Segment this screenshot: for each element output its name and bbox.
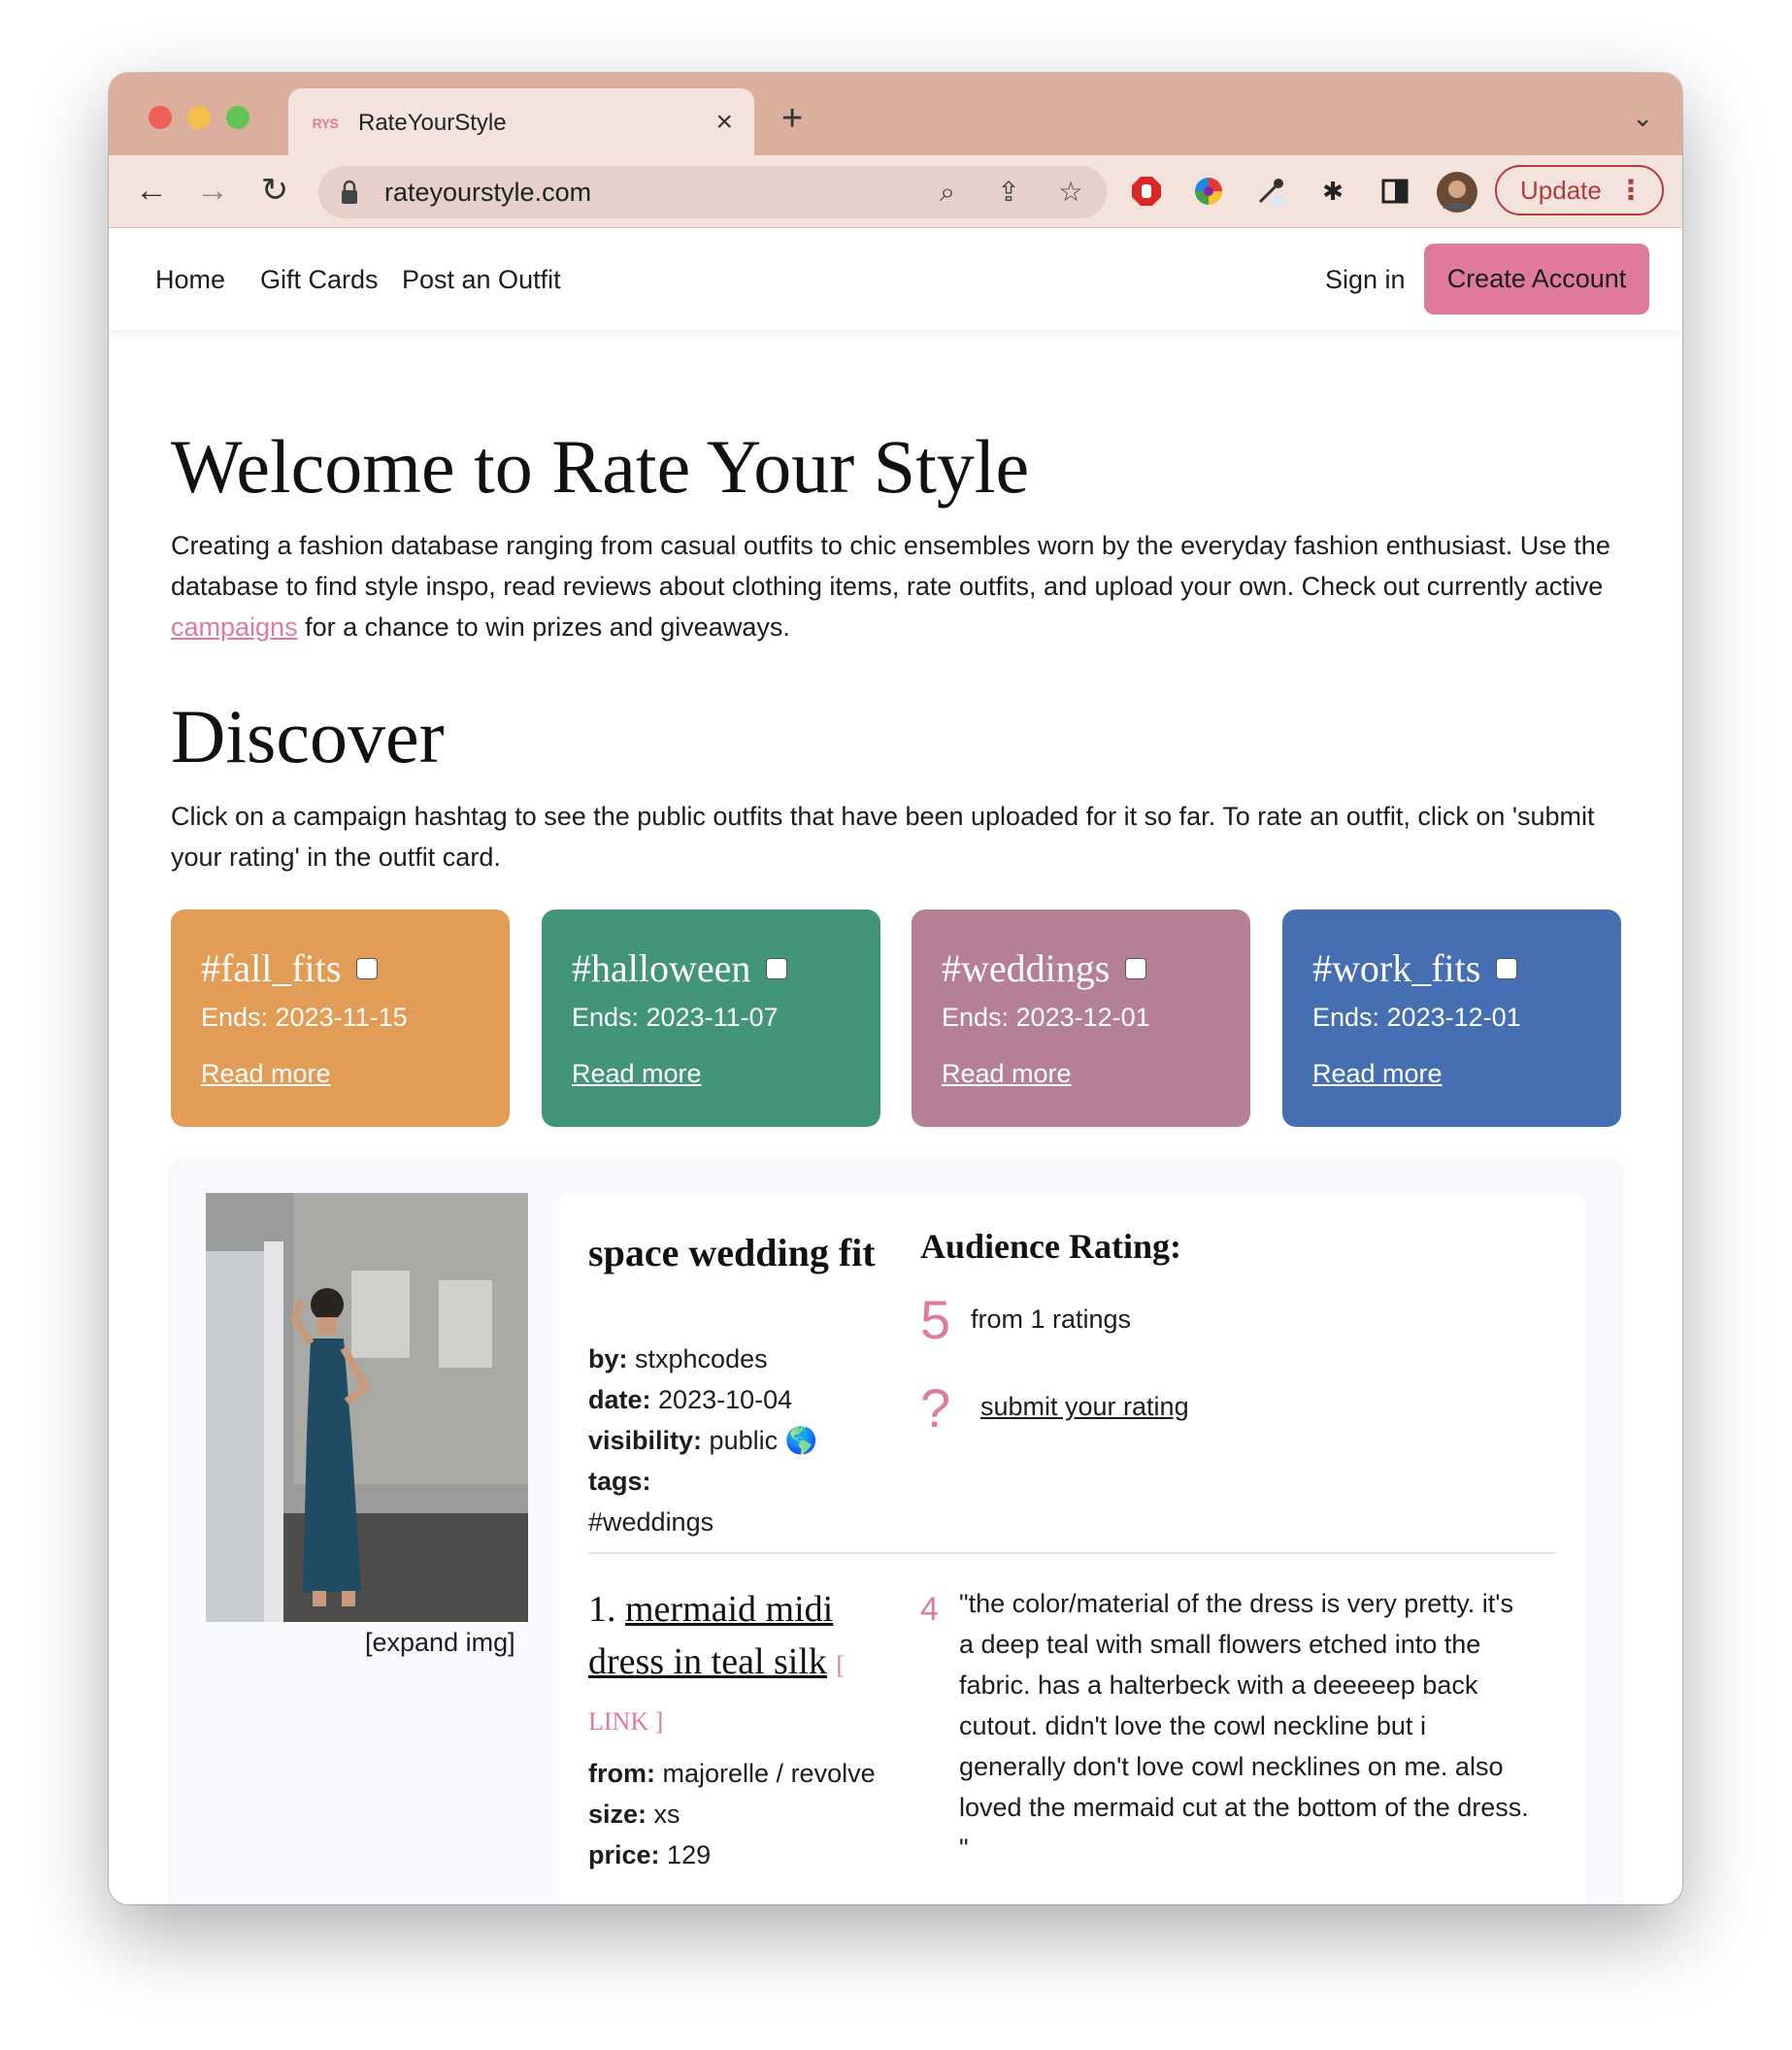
outfit-details xyxy=(559,1193,1586,1904)
close-tab-icon[interactable]: × xyxy=(715,106,733,138)
campaign-read-more-link[interactable]: Read more xyxy=(942,1059,1072,1088)
lock-icon xyxy=(342,180,357,205)
browser-toolbar xyxy=(109,155,1682,228)
campaign-checkbox[interactable] xyxy=(1125,958,1146,979)
browser-window xyxy=(109,73,1682,1904)
campaign-read-more-link[interactable]: Read more xyxy=(1312,1059,1443,1088)
browser-tab[interactable] xyxy=(288,88,754,155)
campaign-end-date: Ends: 2023-12-01 xyxy=(942,1003,1150,1032)
price-label: price: xyxy=(588,1840,660,1869)
item-size: xs xyxy=(653,1800,680,1829)
campaign-card-weddings xyxy=(912,909,1250,1127)
adblock-icon[interactable] xyxy=(1131,176,1162,207)
campaign-read-more-link[interactable]: Read more xyxy=(572,1059,702,1088)
clothing-item-name xyxy=(588,1583,875,1748)
campaign-tag[interactable]: #weddings xyxy=(942,946,1111,990)
extensions-puzzle-icon[interactable]: ✱ xyxy=(1322,177,1344,206)
size-label: size: xyxy=(588,1800,647,1829)
intro-text-end: for a chance to win prizes and giveaways. xyxy=(297,612,790,642)
favicon-icon: RYS xyxy=(312,116,339,131)
profile-avatar-icon[interactable] xyxy=(1437,172,1477,213)
site-navbar xyxy=(109,228,1682,330)
campaign-card-fall-fits xyxy=(171,909,510,1127)
intro-text: Creating a fashion database ranging from casual outfits to chic ensembles worn by the everyday fashion enthusiast. Use the database to find style inspo, read reviews about clothing items, rate outfits, and upload your own. Check out currently active xyxy=(171,531,1610,601)
campaign-read-more-link[interactable]: Read more xyxy=(201,1059,331,1088)
submit-rating-link[interactable]: submit your rating xyxy=(980,1392,1189,1421)
campaign-checkbox[interactable] xyxy=(1496,958,1517,979)
item-external-link[interactable]: [ LINK ] xyxy=(588,1651,846,1736)
nav-post-outfit-link[interactable]: Post an Outfit xyxy=(402,265,561,294)
nav-home-link[interactable]: Home xyxy=(155,265,226,294)
bookmark-star-icon[interactable]: ☆ xyxy=(1058,177,1083,207)
outfit-title: space wedding fit xyxy=(588,1231,876,1274)
rating-count: from 1 ratings xyxy=(971,1305,1132,1334)
item-rating: 4 xyxy=(920,1591,939,1628)
eyedropper-icon[interactable] xyxy=(1255,176,1286,207)
create-account-button[interactable]: Create Account xyxy=(1424,244,1649,314)
campaign-card-work-fits xyxy=(1282,909,1621,1127)
audience-rating-heading: Audience Rating: xyxy=(920,1227,1181,1266)
outfit-card xyxy=(171,1158,1621,1904)
from-label: from: xyxy=(588,1759,655,1788)
campaigns-link[interactable]: campaigns xyxy=(171,612,298,642)
new-tab-icon[interactable]: + xyxy=(781,98,804,139)
visibility-label: visibility: xyxy=(588,1426,703,1455)
discover-heading: Discover xyxy=(171,694,445,778)
tags-label: tags: xyxy=(588,1467,651,1496)
back-arrow-icon[interactable]: ← xyxy=(135,172,168,209)
menu-dots-icon: ⋮ xyxy=(1617,175,1644,205)
reload-icon[interactable]: ↻ xyxy=(260,172,289,209)
clothing-item-link[interactable]: mermaid midi dress in teal silk xyxy=(588,1589,834,1682)
item-review: "the color/material of the dress is very pretty. it's a deep teal with small flowers etched into the fabric. has a halterbeck with a deeeeep back cutout. didn't love the cowl neckline but i generally don't love cowl necklines on me. also loved the mermaid cut at the bottom of the dress. " xyxy=(959,1589,1529,1863)
outfit-photo[interactable] xyxy=(206,1193,528,1622)
campaign-checkbox[interactable] xyxy=(766,958,787,979)
outfit-date: 2023-10-04 xyxy=(658,1385,793,1414)
close-window-button[interactable] xyxy=(149,106,172,129)
section-divider xyxy=(588,1552,1557,1554)
update-label: Update xyxy=(1520,176,1602,205)
nav-gift-cards-link[interactable]: Gift Cards xyxy=(260,265,379,294)
tab-strip xyxy=(109,73,1682,155)
campaign-card-halloween xyxy=(542,909,880,1127)
intro-paragraph xyxy=(171,525,1621,647)
item-price: 129 xyxy=(667,1840,712,1869)
search-icon[interactable]: ⌕ xyxy=(940,177,955,207)
campaign-tag[interactable]: #fall_fits xyxy=(201,946,342,990)
audience-rating-value: 5 xyxy=(920,1289,951,1350)
forward-arrow-icon[interactable]: → xyxy=(196,172,229,209)
sign-in-link[interactable]: Sign in xyxy=(1325,265,1406,294)
item-store: majorelle / revolve xyxy=(662,1759,876,1788)
minimize-window-button[interactable] xyxy=(187,106,211,129)
color-wheel-icon[interactable] xyxy=(1193,176,1224,207)
url-text[interactable]: rateyourstyle.com xyxy=(384,178,592,207)
side-panel-icon[interactable] xyxy=(1379,176,1410,207)
campaign-end-date: Ends: 2023-11-15 xyxy=(201,1003,408,1032)
campaign-tag[interactable]: #halloween xyxy=(572,946,751,990)
clothing-item-meta xyxy=(588,1753,879,1875)
update-button[interactable] xyxy=(1495,165,1664,215)
discover-description: Click on a campaign hashtag to see the public outfits that have been uploaded for it so far. To rate an outfit, click on 'submit your rating' in the outfit card. xyxy=(171,802,1595,872)
outfit-tag[interactable]: #weddings xyxy=(588,1507,714,1537)
share-icon[interactable]: ⇪ xyxy=(997,177,1020,207)
visibility-value: public 🌎 xyxy=(709,1426,818,1455)
by-label: by: xyxy=(588,1344,628,1373)
tab-search-chevron-icon[interactable]: ⌄ xyxy=(1632,103,1653,132)
address-bar[interactable] xyxy=(318,166,1107,218)
expand-image-link[interactable]: [expand img] xyxy=(365,1628,515,1657)
date-label: date: xyxy=(588,1385,651,1414)
item-number: 1. xyxy=(588,1589,616,1630)
outfit-meta xyxy=(588,1339,879,1542)
tab-title: RateYourStyle xyxy=(358,110,507,136)
author: stxphcodes xyxy=(635,1344,768,1373)
user-rating-placeholder: ? xyxy=(920,1377,951,1438)
zoom-window-button[interactable] xyxy=(226,106,249,129)
campaign-checkbox[interactable] xyxy=(356,958,378,979)
campaign-end-date: Ends: 2023-11-07 xyxy=(572,1003,779,1032)
campaign-tag[interactable]: #work_fits xyxy=(1312,946,1481,990)
campaign-end-date: Ends: 2023-12-01 xyxy=(1312,1003,1521,1032)
page-title: Welcome to Rate Your Style xyxy=(171,424,1030,509)
